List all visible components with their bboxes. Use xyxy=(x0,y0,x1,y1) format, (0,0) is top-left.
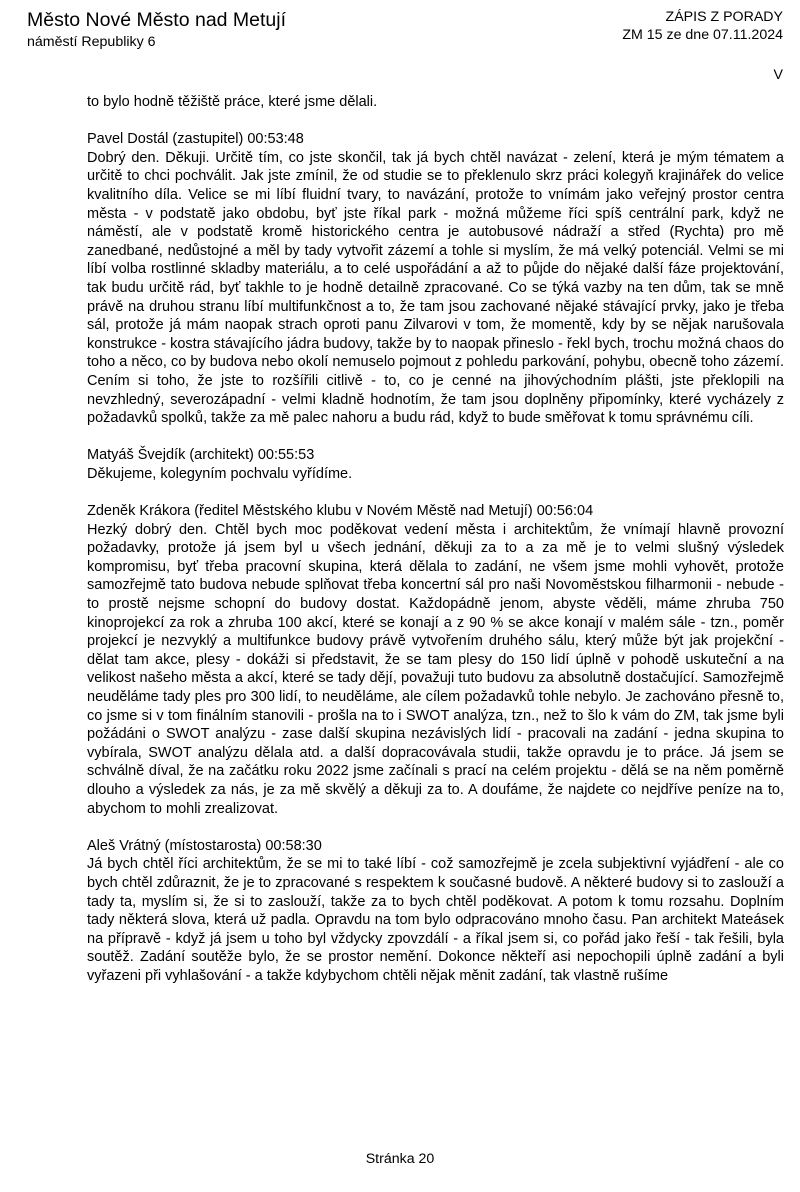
speech-block xyxy=(87,130,784,428)
document-title: ZÁPIS Z PORADY xyxy=(665,9,783,25)
speech-text: Já bych chtěl říci architektům, že se mi to také líbí - což samozřejmě je zcela subjektivní vyjádření - ale co bych chtěl zdůraznit, že je to zpracované s respektem k současné budově. A některé budovy si to zaslouží a tady ta, myslím si, že si to zaslouží, takže za to bych chtěl poděkovat. A potom k tomu rozsahu. Doplním tady některá slova, která už padla. Opravdu na tom bylo odpracováno mnoho času. Pan architekt Mateásek na přípravě - když já jsem u toho byl vždycky zpovzdálí - a říkal jsem si, co pořád jako řeší - tak řešili, byla soutěž. Zadání soutěže bylo, že se prostor nemění. Dokonce někteří asi nepochopili úplně zadání a byli vyřazeni při vyhlašování - a takže kdybychom chtěli nějak měnit zadání, tak vlastně rušíme xyxy=(87,856,784,984)
speech-text: Dobrý den. Děkuji. Určitě tím, co jste skončil, tak já bych chtěl navázat - zelení, která je mým tématem a určitě to chci pochválit. Jak jste zmínil, že od studie se to překlenulo skrz práci kolegyň krajinářek do velice kvalitního díla. Velice se mi líbí fluidní tvary, to navázání, protože to vnímám jako veřejný prostor centra města - v podstatě jako obdobu, byť jste říkal park - možná můžeme říci spíš centrální park, když ne náměstí, ale v podstatě kromě historického centra je autobusové nádraží a střed (Rychta) pro mě zanedbané, nedůstojné a měl by tady vytvořit zázemí a tohle si myslím, že má velký potenciál. Velmi se mi líbí volba rostlinné skladby materiálu, a to celé uspořádání a až to půjde do nějaké další fáze projektování, tak budu určitě rád, byť takhle to je hodně detailně zpracované. Co se týká vazby na ten dům, tak se mně právě na druhou stranu líbí multifunkčnost a to, že tam jsou zachované nějaké stávající prvky, jako je třeba sál, protože já mám naopak strach oproti panu Zilvarovi v tom, že momentě, kdy by se nějak narušovala konstrukce - kostra stávajícího jádra budovy, takže by to naopak přineslo - řekl bych, trochu možná chaos do toho a něco, co by budova nebo okolí nemuselo pojmout z pohledu parkování, pohybu, obecně toho zázemí. Cením si toho, že jste to rozšířili citlivě - to, co je cenné na jihovýchodním plášti, jste překlopili na nevzhledný, severozápadní - velmi kladně hodnotím, že tam jsou doplněny připomínky, které vycházely z požadavků spolků, takže za mě palec nahoru a budu rád, když to bude směřovat k tomu správnému cíli. xyxy=(87,149,784,427)
speech-block xyxy=(87,446,784,483)
speech-block xyxy=(87,502,784,818)
document-subtitle: ZM 15 ze dne 07.11.2024 xyxy=(622,27,783,43)
document-body xyxy=(87,93,784,1004)
speech-block xyxy=(87,837,784,986)
document-header-right xyxy=(622,8,783,44)
section-mark: V xyxy=(773,67,783,83)
speech-text: Hezký dobrý den. Chtěl bych moc poděkovat vedení města i architektům, že vnímají hlavně provozní požadavky, protože já jsem byl u všech jednání, děkuji za to a za mě je to velmi slušný výsledek kompromisu, byť třeba pracovní skupina, která dělala to zadání, ne všem jsme mohli vyhovět, protože samozřejmě tato budova nebude splňovat třeba koncertní sál pro naši Novoměstskou filharmonii - nebude - to prostě nejsme schopní do budovy dostat. Každopádně jenom, abyste věděli, máme zhruba 750 kinoprojekcí za rok a zhruba 100 akcí, které se konají a z 90 % se akce konají v malém sále - tzn., poměr projekcí je nezvyklý a multifunkce budovy právě vytvořením druhého sálu, který může být jak projekční - dělat tam akce, plesy - dokáži si představit, že se tam plesy do 150 lidí úplně v pohodě uskuteční a na velikost našeho města a akcí, které se tady dějí, považuji tuto budovu za absolutně dostačující. Samozřejmě neuděláme tady ples pro 300 lidí, to neuděláme, ale cílem požadavků tohle nebylo. Je zachováno přesně to, co jsme si v tom finálním stanovili - prošla na to i SWOT analýza, tzn., než to šlo k vám do ZM, tak jsme byli požádáni o SWOT analýzu - zase další skupina nezávislých lidí - pracovali na zadání - jedna skupina to vybírala, SWOT analýzu dělala atd. a další dopracovávala studii, takže opravdu je to práce. Já jsem se schválně díval, že na začátku roku 2022 jsme začínali s prací na celém projektu - dělá se na něm poměrně dlouho a výsledek za nás, je za mě skvělý a děkuji za to. A doufáme, že najdete co nejdříve peníze na to, abychom to mohli zrealizovat. xyxy=(87,521,784,817)
organization-name: Město Nové Město nad Metují xyxy=(27,9,287,31)
speaker-heading: Pavel Dostál (zastupitel) 00:53:48 xyxy=(87,131,304,148)
speaker-heading: Aleš Vrátný (místostarosta) 00:58:30 xyxy=(87,837,322,854)
speech-text: Děkujeme, kolegyním pochvalu vyřídíme. xyxy=(87,465,353,482)
intro-paragraph: to bylo hodně těžiště práce, které jsme dělali. xyxy=(87,94,378,110)
speaker-heading: Zdeněk Krákora (ředitel Městského klubu v Novém Městě nad Metují) 00:56:04 xyxy=(87,503,594,520)
speaker-heading: Matyáš Švejdík (architekt) 00:55:53 xyxy=(87,447,315,464)
page-number: Stránka 20 xyxy=(365,1151,435,1167)
document-header-left xyxy=(27,8,286,51)
organization-address: náměstí Republiky 6 xyxy=(27,34,156,50)
